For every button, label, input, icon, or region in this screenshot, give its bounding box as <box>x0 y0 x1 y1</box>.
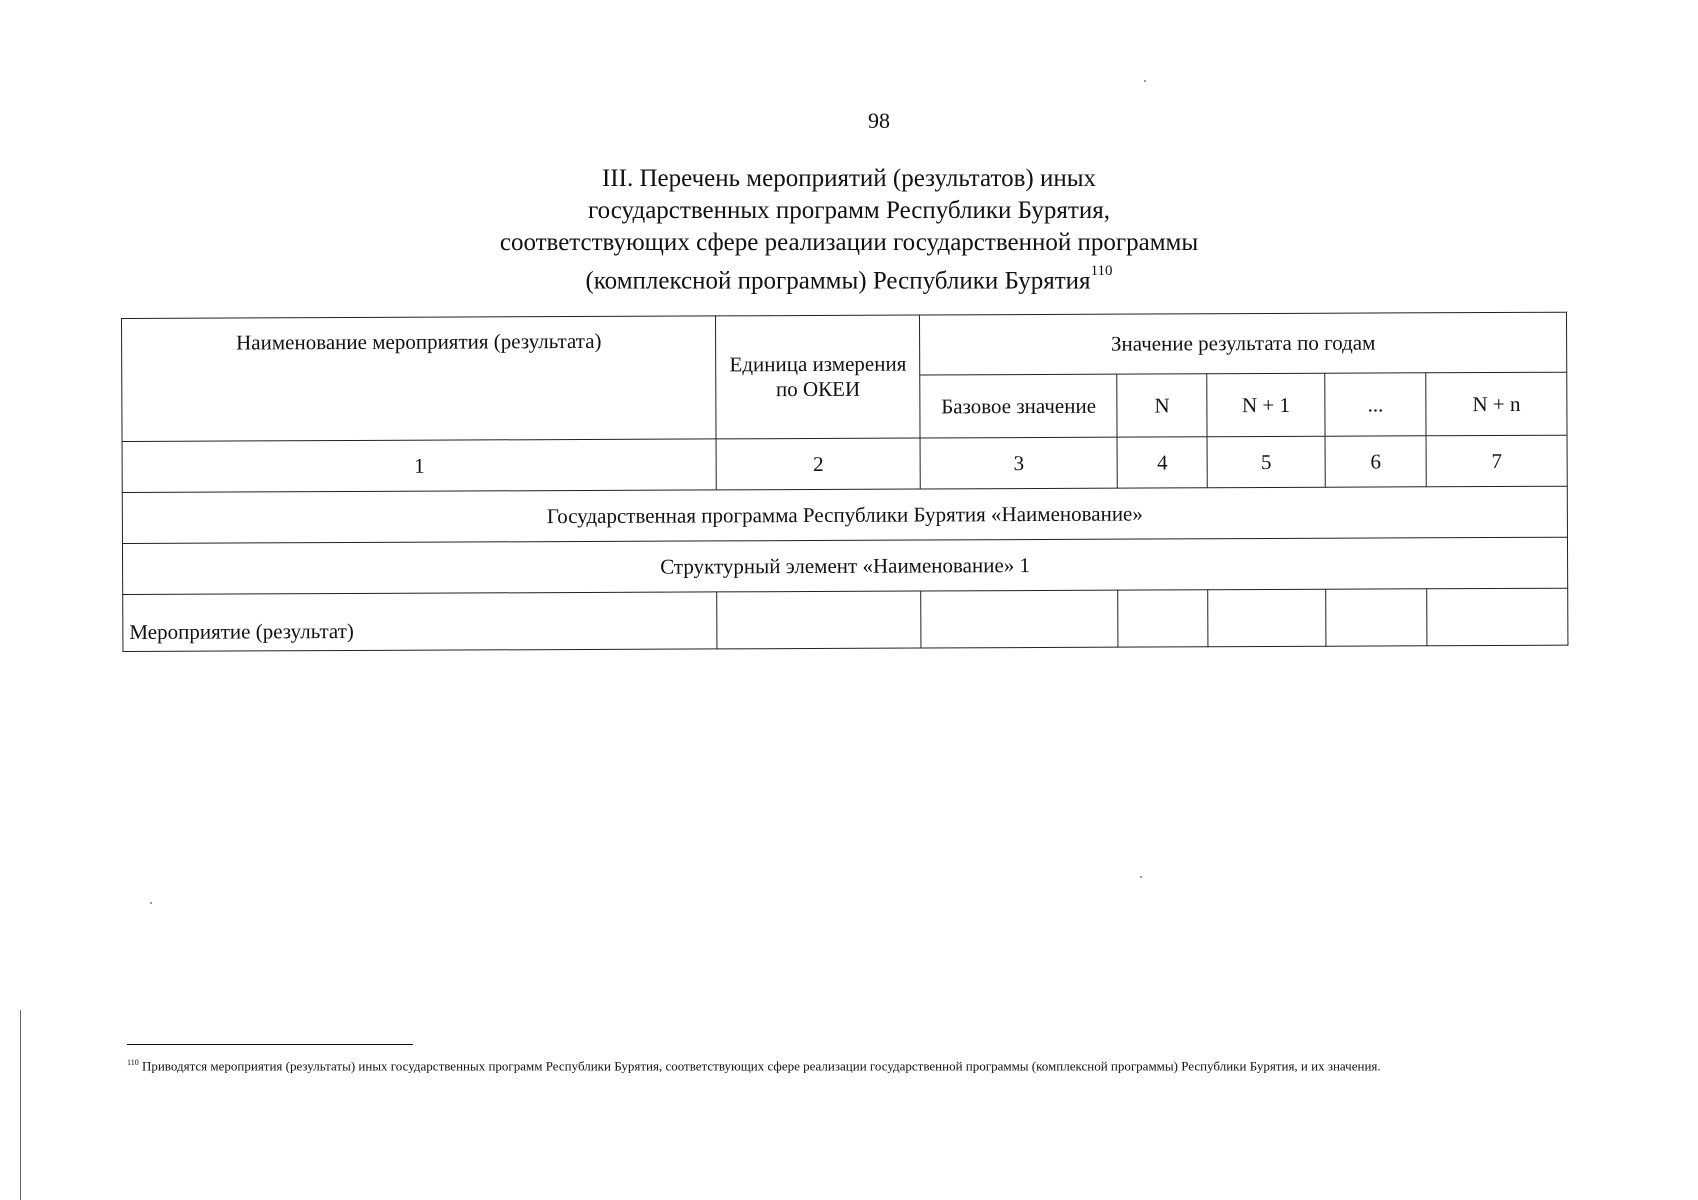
measures-table <box>121 312 1568 652</box>
header-year-n: N <box>1117 374 1207 437</box>
header-unit: Единица измерения по ОКЕИ <box>716 315 920 439</box>
column-number: 4 <box>1117 437 1207 488</box>
footnote-marker: 110 <box>127 1058 139 1067</box>
scan-margin-line <box>20 1010 21 1200</box>
title-footnote-ref: 110 <box>1090 263 1113 279</box>
footnote-separator <box>127 1044 413 1045</box>
scan-speck <box>150 902 152 904</box>
empty-cell <box>1427 588 1568 646</box>
header-year-n1: N + 1 <box>1207 374 1325 437</box>
header-year-nn: N + n <box>1426 373 1567 436</box>
scan-speck <box>1140 876 1142 878</box>
title-line-4-text: (комплексной программы) Республики Бурятия <box>585 267 1091 295</box>
empty-cell <box>1118 590 1208 647</box>
title-line-2: государственных программ Республики Бурятия, <box>588 197 1110 224</box>
column-number: 7 <box>1426 435 1567 487</box>
column-number: 1 <box>122 439 717 493</box>
column-number: 5 <box>1207 436 1325 488</box>
title-line-3: соответствующих сфере реализации государственной программы <box>499 229 1199 256</box>
title-line-4 <box>0 259 1698 297</box>
header-year-dots: ... <box>1325 373 1426 436</box>
section-title <box>0 163 1698 297</box>
measure-label-cell: Мероприятие (результат) <box>123 592 718 652</box>
empty-cell <box>1208 589 1326 647</box>
empty-cell <box>921 590 1119 648</box>
column-number: 3 <box>920 437 1118 489</box>
title-line-1: III. Перечень мероприятий (результатов) иных <box>601 165 1097 192</box>
column-number: 2 <box>716 438 920 490</box>
empty-cell <box>1326 589 1427 646</box>
empty-cell <box>717 591 921 649</box>
page-number: 98 <box>868 108 890 133</box>
header-name: Наименование мероприятия (результата) <box>122 316 717 442</box>
header-values-group: Значение результата по годам <box>920 312 1567 375</box>
header-base: Базовое значение <box>920 375 1118 439</box>
structural-element-row: Структурный элемент «Наименование» 1 <box>122 537 1567 594</box>
scan-speck <box>1144 80 1146 82</box>
footnote <box>127 1053 1607 1075</box>
column-number: 6 <box>1325 436 1426 487</box>
footnote-text: Приводятся мероприятия (результаты) иных государственных программ Республики Бурятия, соответствующих сфере реализации государственной программы (комплексной программы) Республики Бурятия, и их значения. <box>141 1058 1381 1074</box>
program-row: Государственная программа Республики Бурятия «Наименование» <box>122 486 1567 543</box>
